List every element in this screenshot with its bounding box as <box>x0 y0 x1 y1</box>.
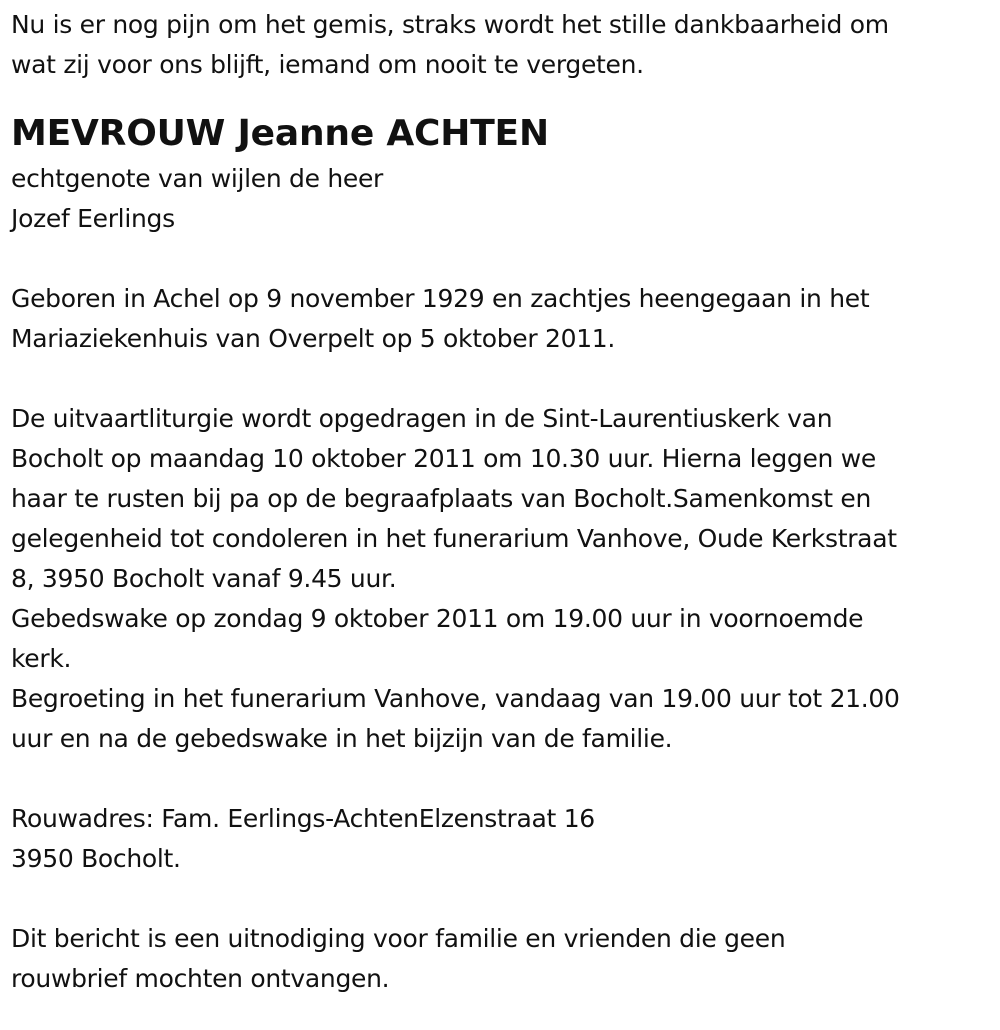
spacer <box>11 879 996 919</box>
invitation-line: rouwbrief mochten ontvangen. <box>11 964 390 993</box>
funeral-line: 8, 3950 Bocholt vanaf 9.45 uur. <box>11 564 397 593</box>
relation-block <box>11 159 996 239</box>
address-line: 3950 Bocholt. <box>11 844 181 873</box>
birth-death-paragraph <box>11 279 996 359</box>
invitation-line: Dit bericht is een uitnodiging voor familie en vrienden die geen <box>11 924 786 953</box>
funeral-line: gelegenheid tot condoleren in het funerarium Vanhove, Oude Kerkstraat <box>11 524 897 553</box>
funeral-line: Begroeting in het funerarium Vanhove, vandaag van 19.00 uur tot 21.00 <box>11 684 900 713</box>
funeral-line: Bocholt op maandag 10 oktober 2011 om 10.30 uur. Hierna leggen we <box>11 444 876 473</box>
quote-line: Nu is er nog pijn om het gemis, straks wordt het stille dankbaarheid om <box>11 10 889 39</box>
mourning-address <box>11 799 996 879</box>
funeral-paragraph <box>11 399 996 759</box>
funeral-line: haar te rusten bij pa op de begraafplaats van Bocholt.Samenkomst en <box>11 484 872 513</box>
invitation-note <box>11 919 996 999</box>
funeral-line: Gebedswake op zondag 9 oktober 2011 om 19.00 uur in voornoemde <box>11 604 864 633</box>
relation-line: Jozef Eerlings <box>11 204 175 233</box>
spacer <box>11 759 996 799</box>
deceased-name: MEVROUW Jeanne ACHTEN <box>11 113 549 154</box>
funeral-line: kerk. <box>11 644 72 673</box>
spacer <box>11 239 996 279</box>
obituary-notice <box>11 0 996 999</box>
memorial-quote <box>11 5 996 85</box>
birth-death-line: Mariaziekenhuis van Overpelt op 5 oktober 2011. <box>11 324 616 353</box>
relation-line: echtgenote van wijlen de heer <box>11 164 384 193</box>
funeral-line: uur en na de gebedswake in het bijzijn van de familie. <box>11 724 673 753</box>
quote-line: wat zij voor ons blijft, iemand om nooit te vergeten. <box>11 50 644 79</box>
funeral-line: De uitvaartliturgie wordt opgedragen in de Sint-Laurentiuskerk van <box>11 404 833 433</box>
spacer <box>11 359 996 399</box>
birth-death-line: Geboren in Achel op 9 november 1929 en zachtjes heengegaan in het <box>11 284 870 313</box>
address-line: Rouwadres: Fam. Eerlings-AchtenElzenstraat 16 <box>11 804 595 833</box>
